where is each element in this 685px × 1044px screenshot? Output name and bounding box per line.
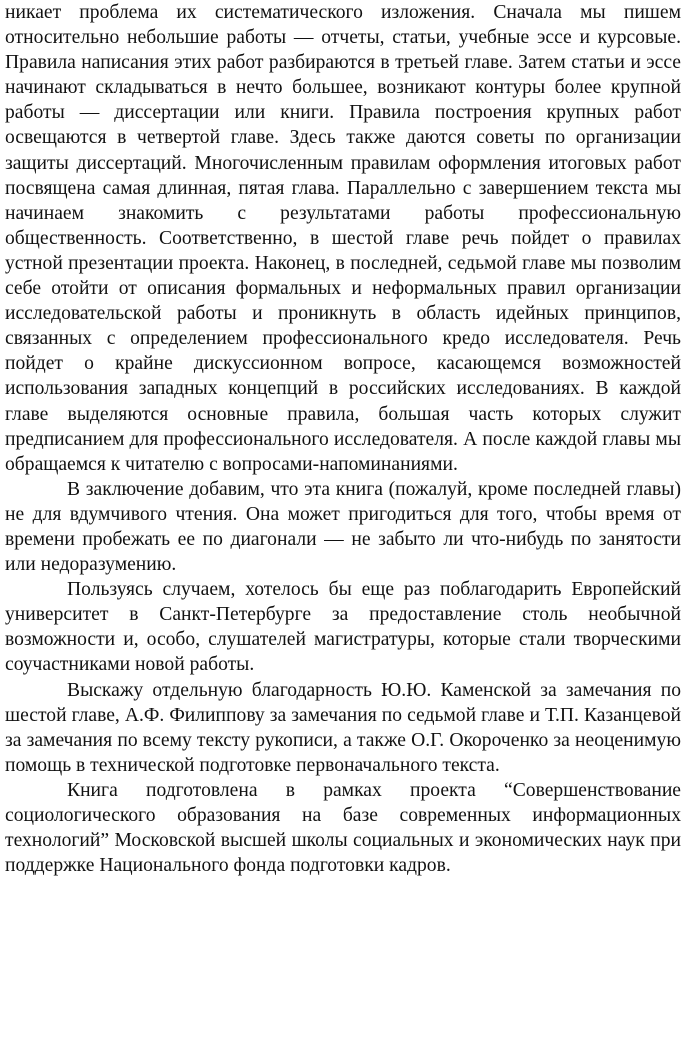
paragraph-project-note: Книга подготовлена в рамках проекта “Совершенствование социологического образования на базе современных информационных технологий” Московской высшей школы социальных и экономических наук при поддержке Национального фонда подготовки кадров. (5, 779, 681, 877)
paragraph-thanks-persons: Выскажу отдельную благодарность Ю.Ю. Каменской за замечания по шестой главе, А.Ф. Филиппову за замечания по седьмой главе и Т.П. Казанцевой за замечания по всему тексту рукописи, а также О.Г. Окороченко за неоценимую помощь в технической подготовке первоначального текста. (5, 679, 681, 776)
book-page (5, 0, 681, 878)
paragraph-continuation: никает проблема их систематического изложения. Сначала мы пишем относительно небольшие работы — отчеты, статьи, учебные эссе и курсовые. Правила написания этих работ разбираются в третьей главе. Затем статьи и эссе начинают складываться в нечто большее, возникают контуры более крупной работы — диссертации или книги. Правила построения крупных работ освещаются в четвертой главе. Здесь также даются советы по организации защиты диссертаций. Многочисленным правилам оформления итоговых работ посвящена самая длинная, пятая глава. Параллельно с завершением текста мы начинаем знакомить с результатами работы профессиональную общественность. Соответственно, в шестой главе речь пойдет о правилах устной презентации проекта. Наконец, в последней, седьмой главе мы позволим себе отойти от описания формальных и неформальных правил организации исследовательской работы и проникнуть в область идейных принципов, связанных с определением профессионального кредо исследователя. Речь пойдет о крайне дискуссионном вопросе, касающемся возможностей использования западных концепций в российских исследованиях. В каждой главе выделяются основные правила, большая часть которых служит предписанием для профессионального исследователя. А после каждой главы мы обращаемся к читателю с вопросами-напоминаниями. (5, 2, 681, 475)
paragraph-conclusion: В заключение добавим, что эта книга (пожалуй, кроме последней главы) не для вдумчивого чтения. Она может пригодиться для того, чтобы время от времени пробежать ее по диагонали — не забыто ли что-нибудь по занятости или недоразумению. (5, 478, 681, 576)
paragraph-thanks-university: Пользуясь случаем, хотелось бы еще раз поблагодарить Европейский университет в Санкт-Петербурге за предоставление столь необычной возможности и, особо, слушателей магистратуры, которые стали творческими соучастниками новой работы. (5, 579, 681, 676)
